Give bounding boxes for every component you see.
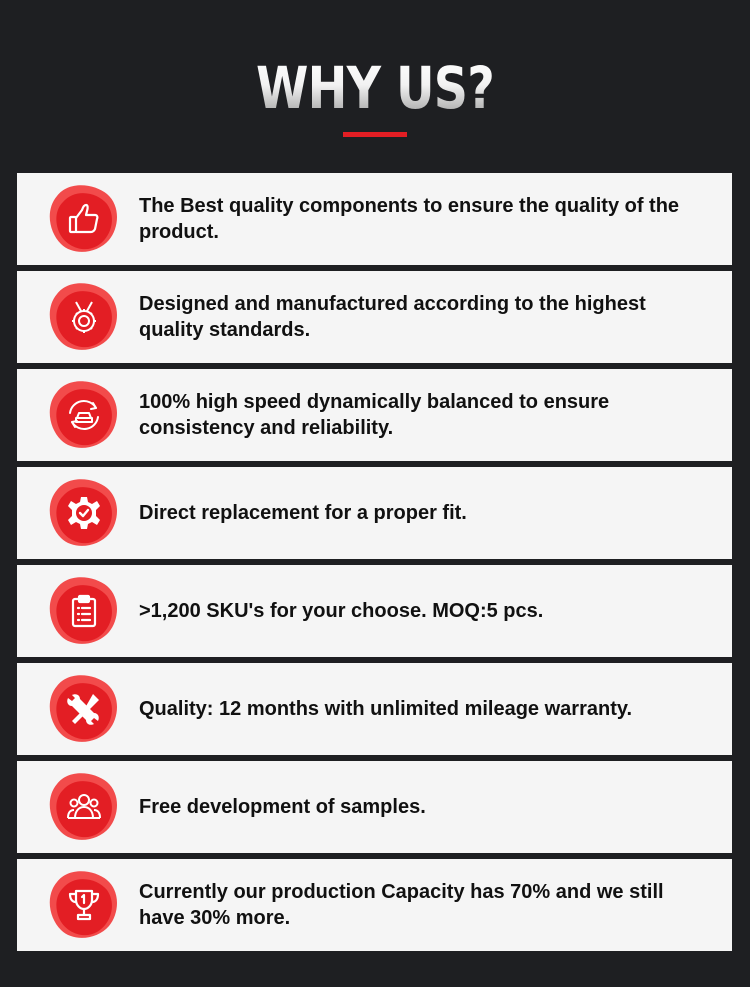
page-title: WHY US? (68, 56, 683, 120)
gear-check-icon (47, 476, 121, 550)
feature-text: Direct replacement for a proper fit. (139, 502, 467, 524)
wrench-screwdriver-icon (47, 672, 121, 746)
car-cycle-icon (47, 378, 121, 452)
feature-text: Currently our production Capacity has 70% and we still have 30% more. (139, 881, 664, 929)
feature-card (17, 467, 732, 559)
feature-text: >1,200 SKU's for your choose. MOQ:5 pcs. (139, 600, 544, 622)
feature-text: Quality: 12 months with unlimited mileage warranty. (139, 698, 633, 720)
feature-card (17, 663, 732, 755)
medal-gear-icon (47, 280, 121, 354)
feature-text: 100% high speed dynamically balanced to ensure consistency and reliability. (139, 391, 610, 439)
team-icon (47, 770, 121, 844)
feature-list (17, 173, 732, 957)
feature-card (17, 173, 732, 265)
feature-text: Free development of samples. (139, 796, 426, 818)
title-underline (343, 132, 407, 137)
feature-card (17, 369, 732, 461)
feature-text: Designed and manufactured according to the highest quality standards. (139, 293, 646, 341)
thumbs-up-icon (47, 182, 121, 256)
trophy-icon (47, 868, 121, 942)
feature-card (17, 859, 732, 951)
feature-card (17, 565, 732, 657)
feature-card (17, 271, 732, 363)
clipboard-icon (47, 574, 121, 648)
feature-text: The Best quality components to ensure the quality of the product. (139, 195, 680, 243)
feature-card (17, 761, 732, 853)
